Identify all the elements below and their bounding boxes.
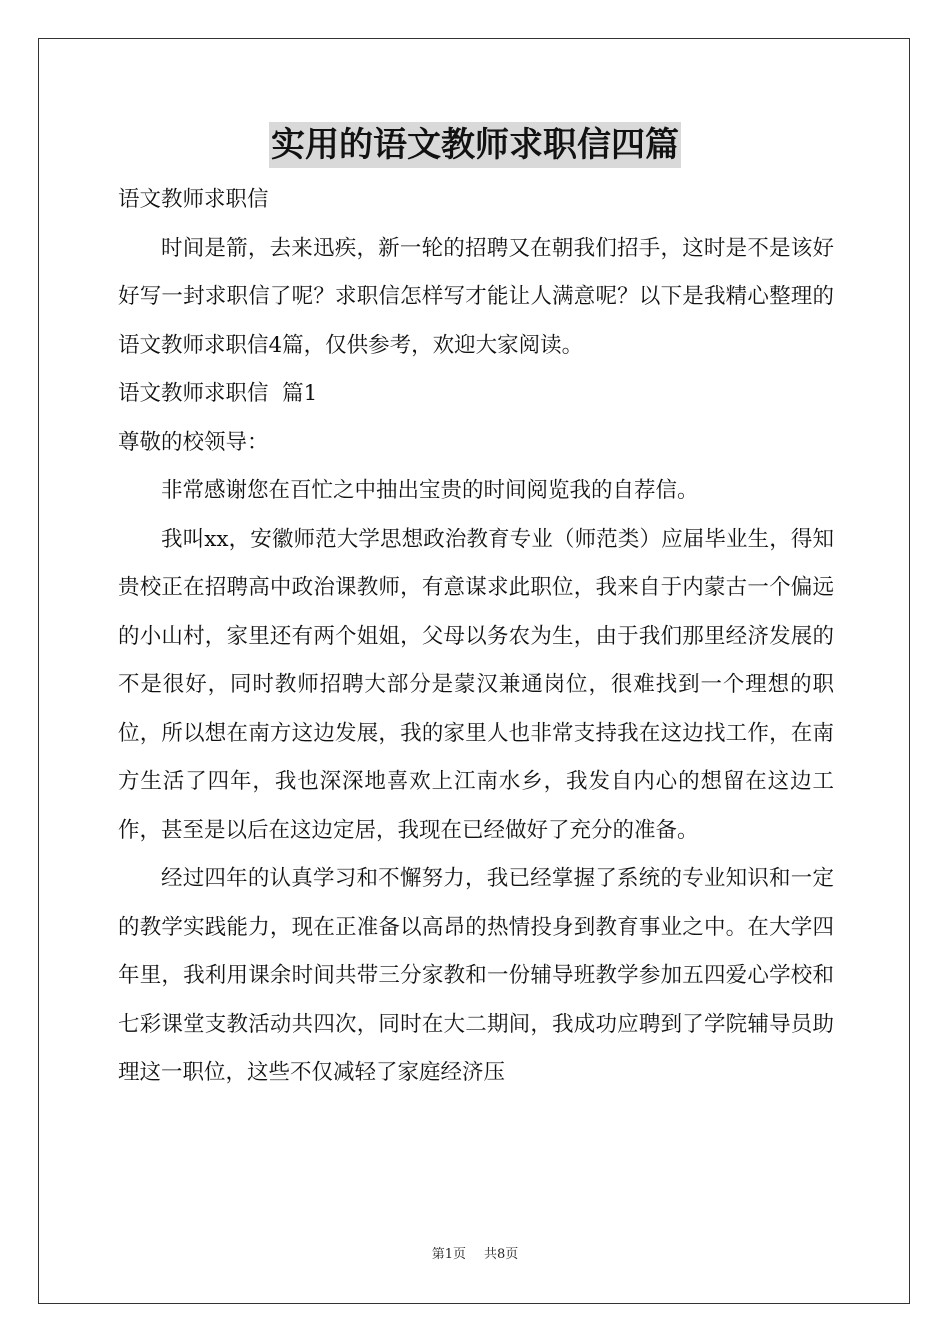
title-container [0,122,950,168]
body-paragraph-1: 非常感谢您在百忙之中抽出宝贵的时间阅览我的自荐信。 [161,478,699,503]
salutation: 尊敬的校领导： [118,429,269,455]
body-paragraph-2: 我叫xx，安徽师范大学思想政治教育专业（师范类）应届毕业生，得知贵校正在招聘高中政治课教师，有意谋求此职位，我来自于内蒙古一个偏远的小山村，家里还有两个姐姐，父母以务农为生，由于我们那里经济发展的不是很好，同时教师招聘大部分是蒙汉兼通岗位，很难找到一个理想的职位，所以想在南方这边发展，我的家里人也非常支持我在这边找工作，在南方生活了四年，我也深深地喜欢上江南水乡，我发自内心的想留在这边工作，甚至是以后在这边定居，我现在已经做好了充分的准备。 [118,526,834,843]
page-number: 第1页 [431,1247,466,1262]
section-heading: 语文教师求职信 [118,187,269,212]
body-paragraph-3: 经过四年的认真学习和不懈努力，我已经掌握了系统的专业知识和一定的教学实践能力，现在正准备以高昂的热情投身到教育事业之中。在大学四年里，我利用课余时间共带三分家教和一份辅导班教学参加五四爱心学校和七彩课堂支教活动共四次，同时在大二期间，我成功应聘到了学院辅导员助理这一职位，这些不仅减轻了家庭经济压 [118,866,834,1085]
letter-heading: 语文教师求职信 篇1 [118,381,318,406]
intro-paragraph: 时间是箭，去来迅疾，新一轮的招聘又在朝我们招手，这时是不是该好好写一封求职信了呢？求职信怎样写才能让人满意呢？以下是我精心整理的语文教师求职信4篇，仅供参考，欢迎大家阅读。 [118,235,834,358]
document-body [118,176,834,1098]
page-footer [0,1246,950,1264]
page-total: 共8页 [484,1247,519,1262]
document-title: 实用的语文教师求职信四篇 [269,122,681,168]
